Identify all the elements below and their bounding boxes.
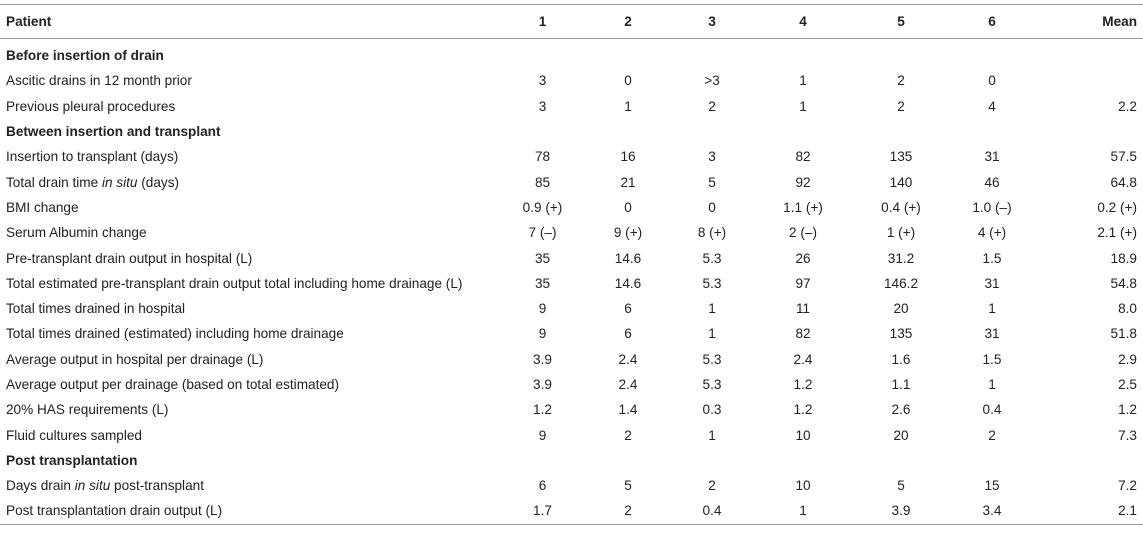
value-cell-patient-6: 4 (+) — [977, 225, 1007, 241]
value-cell-patient-6: 1.5 — [982, 351, 1002, 367]
value-cell-patient-4: 1 — [799, 503, 807, 519]
value-cell-patient-1: 3.9 — [533, 377, 552, 392]
row-label: Total times drained (estimated) including home drainage — [6, 326, 344, 342]
value-cell-patient-2: 21 — [620, 174, 636, 190]
value-cell-patient-1: 78 — [534, 149, 551, 165]
mean-cell: 2.1 (+) — [1097, 225, 1137, 241]
table-row — [0, 473, 1143, 498]
value-cell-patient-4: 2.4 — [793, 351, 813, 367]
value-cell-patient-4: 11 — [795, 301, 811, 317]
value-cell-patient-2: 16 — [620, 149, 636, 165]
row-label: Post transplantation drain output (L) — [6, 503, 223, 519]
value-cell-patient-5: 2.6 — [891, 402, 911, 418]
mean-cell: 54.8 — [1110, 275, 1137, 291]
value-cell-patient-6: 1.5 — [982, 250, 1002, 266]
table-row — [0, 422, 1143, 447]
row-label-text: (days) — [137, 174, 180, 190]
value-cell-patient-2: 2 — [624, 503, 632, 519]
table-row — [0, 321, 1143, 346]
value-cell-patient-3: 5.3 — [702, 250, 722, 266]
value-cell-patient-2: 5 — [624, 478, 632, 494]
value-cell-patient-3: 5.3 — [702, 275, 722, 291]
value-cell-patient-4: 26 — [795, 250, 811, 266]
value-cell-patient-3: >3 — [704, 73, 720, 89]
value-cell-patient-6: 3.4 — [982, 503, 1002, 519]
value-cell-patient-2: 2.4 — [618, 351, 638, 367]
row-label-text: Total drain time — [6, 174, 102, 190]
header-col-1: 1 — [538, 14, 547, 29]
table-row — [0, 296, 1143, 321]
row-label: Average output per drainage (based on total estimated) — [6, 377, 340, 392]
value-cell-patient-4: 97 — [795, 275, 811, 291]
table-row — [0, 169, 1143, 194]
value-cell-patient-4: 10 — [795, 427, 811, 443]
table-row — [0, 498, 1143, 523]
value-cell-patient-4: 82 — [795, 149, 811, 165]
value-cell-patient-5: 31.2 — [887, 250, 915, 266]
value-cell-patient-5: 0.4 (+) — [881, 199, 921, 215]
section-header-row — [0, 448, 1143, 473]
table-header-row — [0, 5, 1143, 39]
value-cell-patient-6: 0.4 — [982, 402, 1002, 418]
value-cell-patient-5: 20 — [893, 427, 909, 443]
value-cell-patient-5: 20 — [893, 301, 909, 317]
value-cell-patient-4: 10 — [795, 478, 811, 494]
row-label — [0, 175, 500, 190]
row-label: Fluid cultures sampled — [6, 427, 142, 443]
table-row — [0, 144, 1143, 169]
value-cell-patient-2: 1 — [624, 98, 632, 114]
row-label: Previous pleural procedures — [6, 98, 176, 114]
header-col-2: 2 — [624, 14, 632, 29]
value-cell-patient-1: 85 — [534, 174, 551, 190]
row-label-italic: in situ — [101, 174, 138, 190]
mean-cell: 2.9 — [1118, 351, 1137, 367]
value-cell-patient-6: 4 — [988, 98, 996, 114]
value-cell-patient-5: 1.6 — [891, 351, 911, 367]
value-cell-patient-3: 1 — [708, 427, 716, 443]
mean-cell: 51.8 — [1110, 326, 1137, 342]
value-cell-patient-1: 35 — [534, 275, 551, 291]
value-cell-patient-6: 2 — [988, 427, 996, 443]
value-cell-patient-2: 14.6 — [614, 275, 642, 291]
value-cell-patient-2: 2.4 — [618, 377, 638, 392]
row-label: 20% HAS requirements (L) — [6, 402, 169, 418]
value-cell-patient-5: 5 — [897, 478, 905, 494]
value-cell-patient-4: 1.2 — [793, 377, 813, 392]
value-cell-patient-5: 2 — [897, 98, 905, 114]
value-cell-patient-3: 2 — [708, 478, 716, 494]
mean-cell: 8.0 — [1118, 301, 1137, 317]
value-cell-patient-6: 1.0 (–) — [972, 199, 1012, 215]
value-cell-patient-1: 6 — [538, 478, 547, 494]
header-col-3: 3 — [708, 14, 716, 29]
row-label: Total estimated pre-transplant drain output total including home drainage (L) — [6, 275, 463, 291]
value-cell-patient-6: 1 — [988, 301, 996, 317]
value-cell-patient-5: 1.1 — [891, 377, 911, 392]
value-cell-patient-4: 2 (–) — [789, 225, 817, 241]
value-cell-patient-5: 135 — [889, 149, 913, 165]
section-title: Before insertion of drain — [6, 48, 164, 64]
table-row — [0, 347, 1143, 372]
table-row — [0, 372, 1143, 397]
value-cell-patient-5: 135 — [889, 326, 913, 342]
data-table — [0, 4, 1143, 525]
row-label: BMI change — [6, 199, 79, 215]
table-row — [0, 397, 1143, 422]
section-header-row — [0, 119, 1143, 144]
row-label — [0, 478, 500, 493]
mean-cell: 2.2 — [1118, 98, 1137, 114]
section-title: Between insertion and transplant — [6, 124, 221, 140]
value-cell-patient-2: 1.4 — [618, 402, 638, 418]
value-cell-patient-6: 0 — [988, 73, 996, 89]
value-cell-patient-4: 1 — [799, 73, 807, 89]
value-cell-patient-3: 1 — [708, 301, 716, 317]
value-cell-patient-2: 2 — [624, 427, 632, 443]
value-cell-patient-2: 14.6 — [614, 250, 642, 266]
header-col-6: 6 — [988, 14, 996, 29]
mean-cell: 64.8 — [1110, 174, 1137, 190]
value-cell-patient-6: 1 — [988, 377, 996, 392]
value-cell-patient-5: 1 (+) — [886, 225, 916, 241]
value-cell-patient-6: 31 — [984, 275, 1000, 291]
value-cell-patient-1: 9 — [538, 301, 547, 317]
table-row — [0, 68, 1143, 93]
mean-cell: 7.3 — [1118, 427, 1137, 443]
value-cell-patient-1: 3 — [538, 98, 547, 114]
value-cell-patient-6: 31 — [984, 149, 1000, 165]
row-label: Ascitic drains in 12 month prior — [6, 73, 192, 89]
table-row — [0, 195, 1143, 220]
header-col-4: 4 — [799, 14, 807, 29]
mean-cell: 2.5 — [1118, 377, 1137, 392]
mean-cell: 18.9 — [1110, 250, 1137, 266]
value-cell-patient-4: 82 — [795, 326, 811, 342]
section-header-row — [0, 43, 1143, 68]
mean-cell: 57.5 — [1110, 149, 1137, 165]
table-row — [0, 94, 1143, 119]
value-cell-patient-3: 0.3 — [702, 402, 722, 418]
value-cell-patient-3: 5.3 — [702, 351, 722, 367]
value-cell-patient-2: 6 — [624, 326, 632, 342]
value-cell-patient-4: 92 — [795, 174, 811, 190]
value-cell-patient-2: 0 — [624, 73, 632, 89]
value-cell-patient-3: 5.3 — [702, 377, 722, 392]
value-cell-patient-1: 3 — [538, 73, 547, 89]
mean-cell: 7.2 — [1118, 478, 1137, 494]
value-cell-patient-3: 0.4 — [702, 503, 722, 519]
value-cell-patient-3: 2 — [708, 98, 716, 114]
table-row — [0, 245, 1143, 270]
value-cell-patient-6: 31 — [984, 326, 1000, 342]
value-cell-patient-4: 1.1 (+) — [783, 199, 823, 215]
table-row — [0, 220, 1143, 245]
mean-cell: 2.1 — [1118, 503, 1137, 519]
value-cell-patient-1: 7 (–) — [528, 225, 557, 241]
value-cell-patient-3: 5 — [708, 174, 716, 190]
mean-cell: 1.2 — [1118, 402, 1137, 418]
value-cell-patient-2: 6 — [624, 301, 632, 317]
value-cell-patient-3: 3 — [708, 149, 716, 165]
value-cell-patient-2: 0 — [624, 199, 632, 215]
value-cell-patient-1: 9 — [538, 326, 547, 342]
value-cell-patient-5: 3.9 — [891, 503, 911, 519]
value-cell-patient-3: 8 (+) — [697, 225, 727, 241]
header-mean: Mean — [1102, 14, 1137, 29]
table-body — [0, 43, 1143, 524]
value-cell-patient-4: 1 — [799, 98, 807, 114]
value-cell-patient-6: 46 — [984, 174, 1000, 190]
value-cell-patient-1: 1.2 — [533, 402, 552, 418]
value-cell-patient-1: 0.9 (+) — [522, 199, 563, 215]
value-cell-patient-3: 0 — [708, 199, 716, 215]
row-label-italic: in situ — [74, 478, 111, 494]
row-label-text: post-transplant — [110, 478, 204, 494]
row-label: Serum Albumin change — [6, 225, 147, 241]
value-cell-patient-3: 1 — [708, 326, 716, 342]
header-col-5: 5 — [897, 14, 905, 29]
value-cell-patient-1: 3.9 — [533, 351, 552, 367]
row-label: Insertion to transplant (days) — [6, 149, 179, 165]
value-cell-patient-4: 1.2 — [793, 402, 813, 418]
header-patient: Patient — [6, 14, 52, 29]
value-cell-patient-1: 1.7 — [533, 503, 552, 519]
value-cell-patient-5: 146.2 — [883, 275, 919, 291]
row-label: Total times drained in hospital — [6, 301, 186, 317]
value-cell-patient-6: 15 — [984, 478, 1000, 494]
value-cell-patient-5: 140 — [889, 174, 913, 190]
mean-cell: 0.2 (+) — [1097, 199, 1137, 215]
row-label: Average output in hospital per drainage (L) — [6, 351, 264, 367]
row-label-text: Days drain — [6, 478, 75, 494]
table-row — [0, 271, 1143, 296]
value-cell-patient-2: 9 (+) — [613, 225, 643, 241]
value-cell-patient-1: 9 — [538, 427, 547, 443]
row-label: Pre-transplant drain output in hospital (L) — [6, 250, 253, 266]
value-cell-patient-5: 2 — [897, 73, 905, 89]
section-title: Post transplantation — [6, 452, 138, 468]
value-cell-patient-1: 35 — [534, 250, 551, 266]
